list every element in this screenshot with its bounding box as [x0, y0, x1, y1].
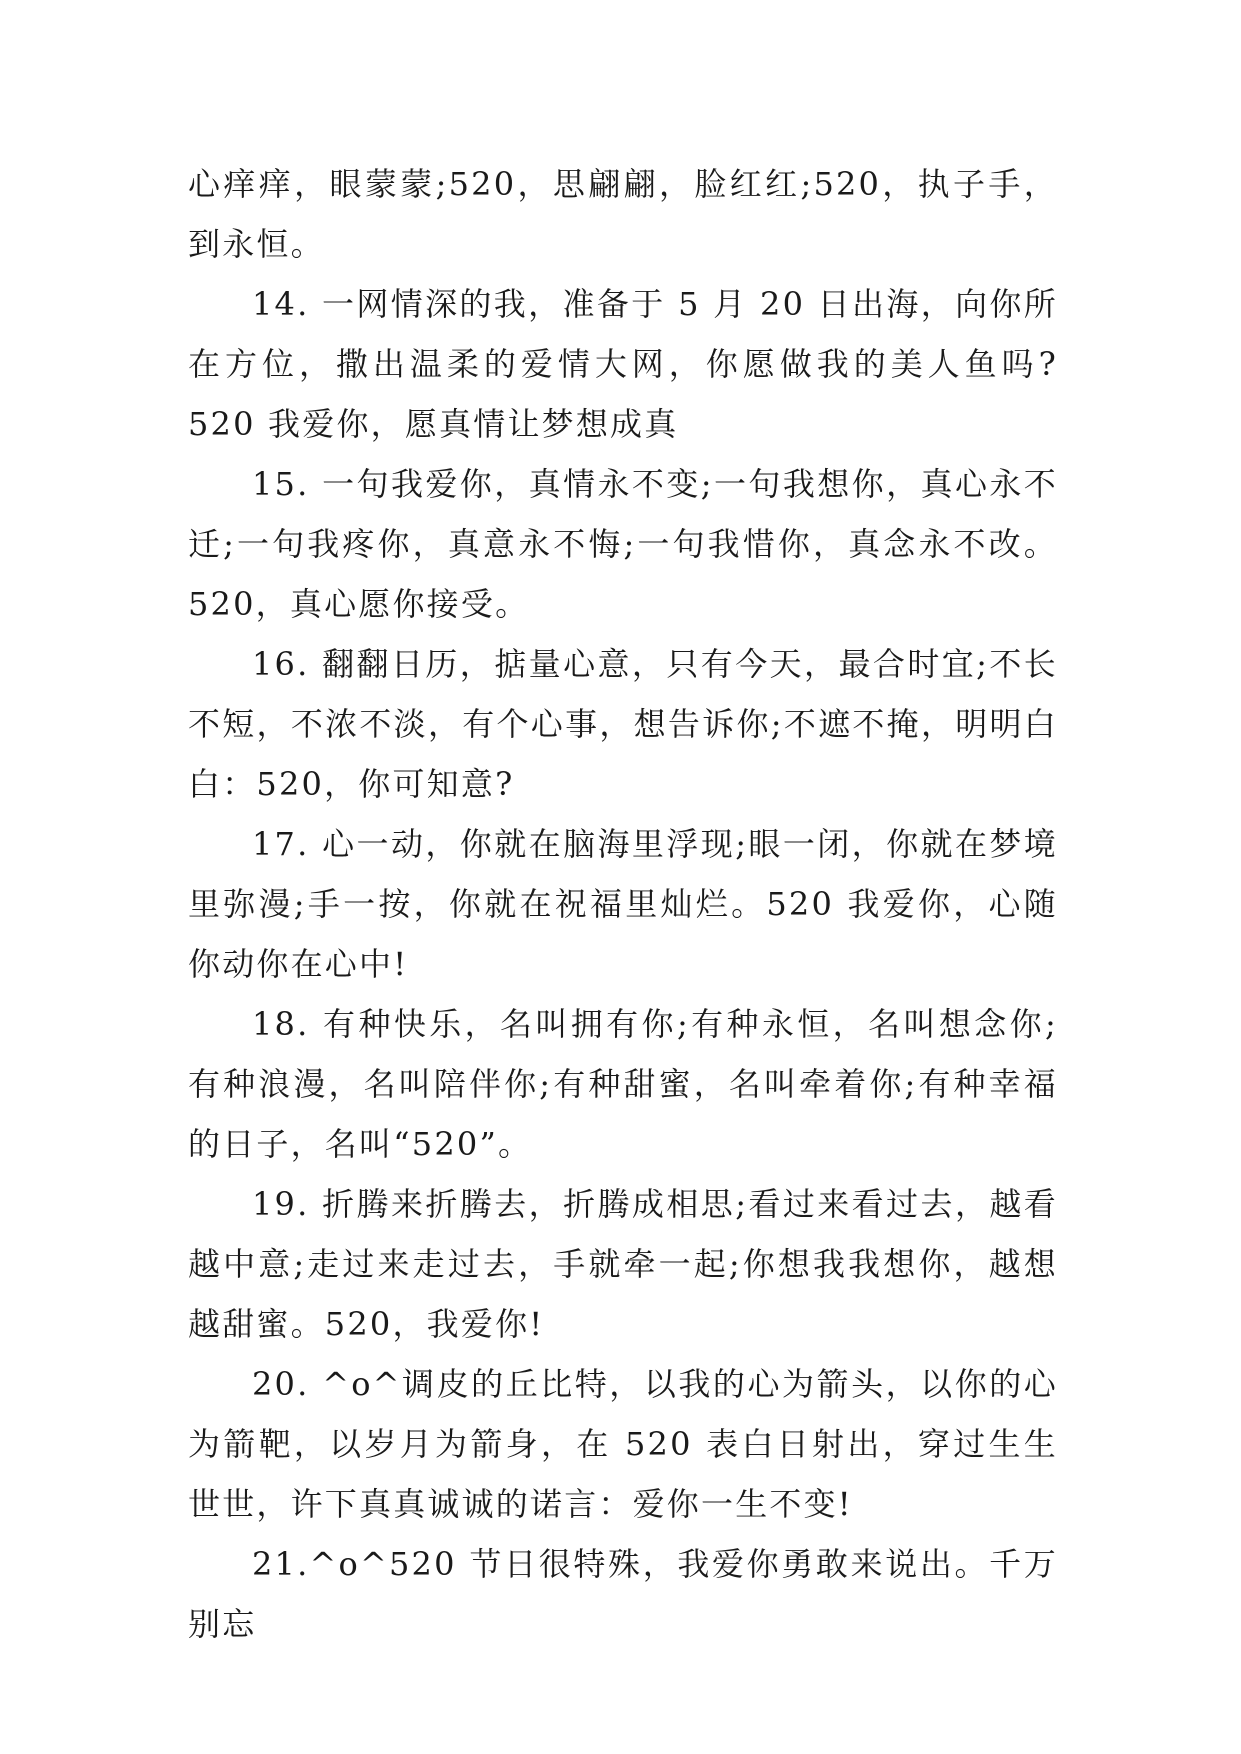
paragraph-item-16: 16. 翻翻日历，掂量心意，只有今天，最合时宜;不长不短，不浓不淡，有个心事，想告诉你;不遮不掩，明明白白：520，你可知意?: [188, 645, 1058, 803]
paragraph-item-19: 19. 折腾来折腾去，折腾成相思;看过来看过去，越看越中意;走过来走过去，手就牵一起;你想我我想你，越想越甜蜜。520，我爱你!: [188, 1185, 1058, 1343]
paragraph-continued: 心痒痒，眼蒙蒙;520，思翩翩，脸红红;520，执子手，到永恒。: [188, 165, 1058, 263]
document-body: [188, 154, 1058, 1654]
paragraph-item-14: 14. 一网情深的我，准备于 5 月 20 日出海，向你所在方位，撒出温柔的爱情大网，你愿做我的美人鱼吗?520 我爱你，愿真情让梦想成真: [188, 285, 1058, 443]
paragraph-item-18: 18. 有种快乐，名叫拥有你;有种永恒，名叫想念你;有种浪漫，名叫陪伴你;有种甜蜜，名叫牵着你;有种幸福的日子，名叫“520”。: [188, 1005, 1058, 1163]
paragraph-item-17: 17. 心一动，你就在脑海里浮现;眼一闭，你就在梦境里弥漫;手一按，你就在祝福里灿烂。520 我爱你，心随你动你在心中!: [188, 825, 1058, 983]
paragraph-item-21: 21.^o^520 节日很特殊，我爱你勇敢来说出。千万别忘: [188, 1545, 1058, 1643]
paragraph-item-15: 15. 一句我爱你，真情永不变;一句我想你，真心永不迁;一句我疼你，真意永不悔;一句我惜你，真念永不改。520，真心愿你接受。: [188, 465, 1058, 623]
paragraph-item-20: 20. ^o^调皮的丘比特，以我的心为箭头，以你的心为箭靶，以岁月为箭身，在 520 表白日射出，穿过生生世世，许下真真诚诚的诺言：爱你一生不变!: [188, 1365, 1058, 1523]
